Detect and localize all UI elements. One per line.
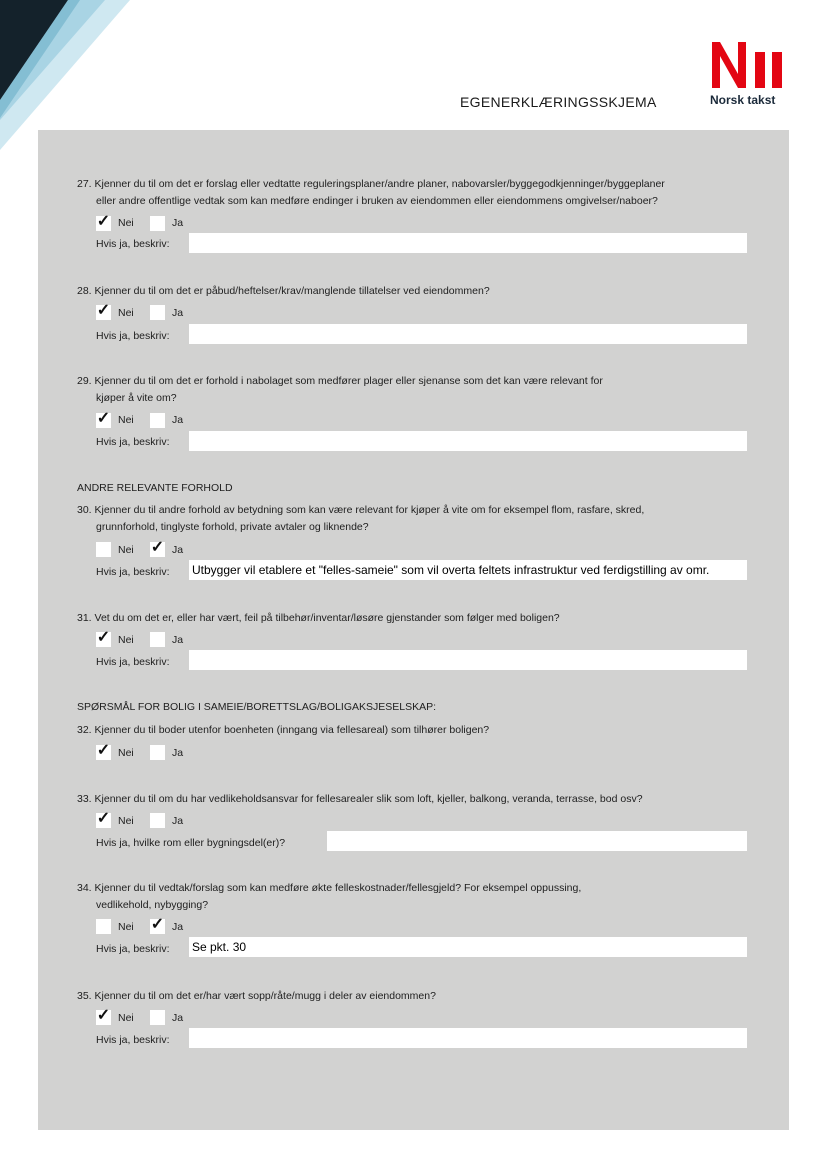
q30-description-field[interactable]: Utbygger vil etablere et "felles-sameie" som vil overta feltets infrastruktur ved ferdigstilling av omr. — [189, 560, 747, 580]
q30-nei-checkbox[interactable] — [96, 542, 111, 557]
q34-ja-checkbox[interactable]: ✓ — [150, 916, 165, 933]
q29-nei-checkbox[interactable]: ✓ — [96, 410, 111, 427]
q29-ja-checkbox[interactable] — [150, 413, 165, 428]
q34-nei-checkbox[interactable] — [96, 919, 111, 934]
q34-desc-label: Hvis ja, beskriv: — [96, 943, 170, 955]
q30-ja-checkbox[interactable]: ✓ — [150, 539, 165, 556]
q31-description-field[interactable] — [189, 650, 747, 670]
q28-ja-label: Ja — [172, 307, 184, 319]
q31-nei-label: Nei — [118, 634, 134, 646]
q28-ja-checkbox[interactable] — [150, 305, 165, 320]
q32-nei-checkbox[interactable]: ✓ — [96, 742, 111, 759]
q35-desc-label: Hvis ja, beskriv: — [96, 1034, 170, 1046]
section-other-heading: ANDRE RELEVANTE FORHOLD — [77, 482, 233, 494]
q29-desc-label: Hvis ja, beskriv: — [96, 436, 170, 448]
question-35: 35. Kjenner du til om det er/har vært sopp/råte/mugg i deler av eiendommen? — [77, 990, 436, 1002]
q30-ja-label: Ja — [172, 544, 184, 556]
form-panel — [38, 130, 789, 1130]
q29-description-field[interactable] — [189, 431, 747, 451]
question-27: 27. Kjenner du til om det er forslag eller vedtatte reguleringsplaner/andre planer, nabovarsler/byggegodkjenninger/byggeplaner eller andre offentlige vedtak som kan medføre endinger i bruken av eiendommen eller eiendommens omgivelser/naboer? — [77, 178, 665, 207]
q28-nei-checkbox[interactable]: ✓ — [96, 302, 111, 319]
q35-description-field[interactable] — [189, 1028, 747, 1048]
question-29: 29. Kjenner du til om det er forhold i nabolaget som medfører plager eller sjenanse som det kan være relevant for kjøper å vite om? — [77, 375, 603, 404]
q27-nei-label: Nei — [118, 217, 134, 229]
q34-description-field[interactable]: Se pkt. 30 — [189, 937, 747, 957]
q31-ja-checkbox[interactable] — [150, 632, 165, 647]
question-33: 33. Kjenner du til om du har vedlikeholdsansvar for fellesarealer slik som loft, kjeller, balkong, veranda, terrasse, bod osv? — [77, 793, 643, 805]
logo-text: Norsk takst — [710, 93, 776, 107]
q31-ja-label: Ja — [172, 634, 184, 646]
question-32: 32. Kjenner du til boder utenfor boenheten (inngang via fellesareal) som tilhører boligen? — [77, 724, 490, 736]
q27-nei-checkbox[interactable]: ✓ — [96, 213, 111, 230]
q27-desc-label: Hvis ja, beskriv: — [96, 238, 170, 250]
q32-nei-label: Nei — [118, 747, 134, 759]
q28-description-field[interactable] — [189, 324, 747, 344]
q30-nei-label: Nei — [118, 544, 134, 556]
q33-nei-label: Nei — [118, 815, 134, 827]
q35-ja-checkbox[interactable] — [150, 1010, 165, 1025]
q34-ja-label: Ja — [172, 921, 184, 933]
q27-ja-checkbox[interactable] — [150, 216, 165, 231]
question-30: 30. Kjenner du til andre forhold av betydning som kan være relevant for kjøper å vite om for eksempel flom, rasfare, skred, grunnforhold, tinglyste forhold, private avtaler og liknende? — [77, 504, 645, 533]
q33-nei-checkbox[interactable]: ✓ — [96, 810, 111, 827]
q33-ja-checkbox[interactable] — [150, 813, 165, 828]
q28-nei-label: Nei — [118, 307, 134, 319]
q29-nei-label: Nei — [118, 414, 134, 426]
question-31: 31. Vet du om det er, eller har vært, feil på tilbehør/inventar/løsøre gjenstander som følger med boligen? — [77, 612, 560, 624]
q31-desc-label: Hvis ja, beskriv: — [96, 656, 170, 668]
q35-nei-label: Nei — [118, 1012, 134, 1024]
q30-desc-label: Hvis ja, beskriv: — [96, 566, 170, 578]
q27-description-field[interactable] — [189, 233, 747, 253]
q33-ja-label: Ja — [172, 815, 184, 827]
q28-desc-label: Hvis ja, beskriv: — [96, 330, 170, 342]
q27-ja-label: Ja — [172, 217, 184, 229]
q34-nei-label: Nei — [118, 921, 134, 933]
q35-ja-label: Ja — [172, 1012, 184, 1024]
question-34: 34. Kjenner du til vedtak/forslag som kan medføre økte felleskostnader/fellesgjeld? For eksempel oppussing, vedlikehold, nybygging? — [77, 882, 582, 911]
q32-ja-label: Ja — [172, 747, 184, 759]
question-28: 28. Kjenner du til om det er påbud/heftelser/krav/manglende tillatelser ved eiendommen? — [77, 285, 490, 297]
q33-rooms-field[interactable] — [327, 831, 747, 851]
document-title: EGENERKLÆRINGSSKJEMA — [460, 94, 657, 110]
section-sameie-heading: SPØRSMÅL FOR BOLIG I SAMEIE/BORETTSLAG/BOLIGAKSJESELSKAP: — [77, 701, 437, 713]
q33-rooms-label: Hvis ja, hvilke rom eller bygningsdel(er)? — [96, 837, 286, 849]
q32-ja-checkbox[interactable] — [150, 745, 165, 760]
q31-nei-checkbox[interactable]: ✓ — [96, 629, 111, 646]
q35-nei-checkbox[interactable]: ✓ — [96, 1007, 111, 1024]
q29-ja-label: Ja — [172, 414, 184, 426]
